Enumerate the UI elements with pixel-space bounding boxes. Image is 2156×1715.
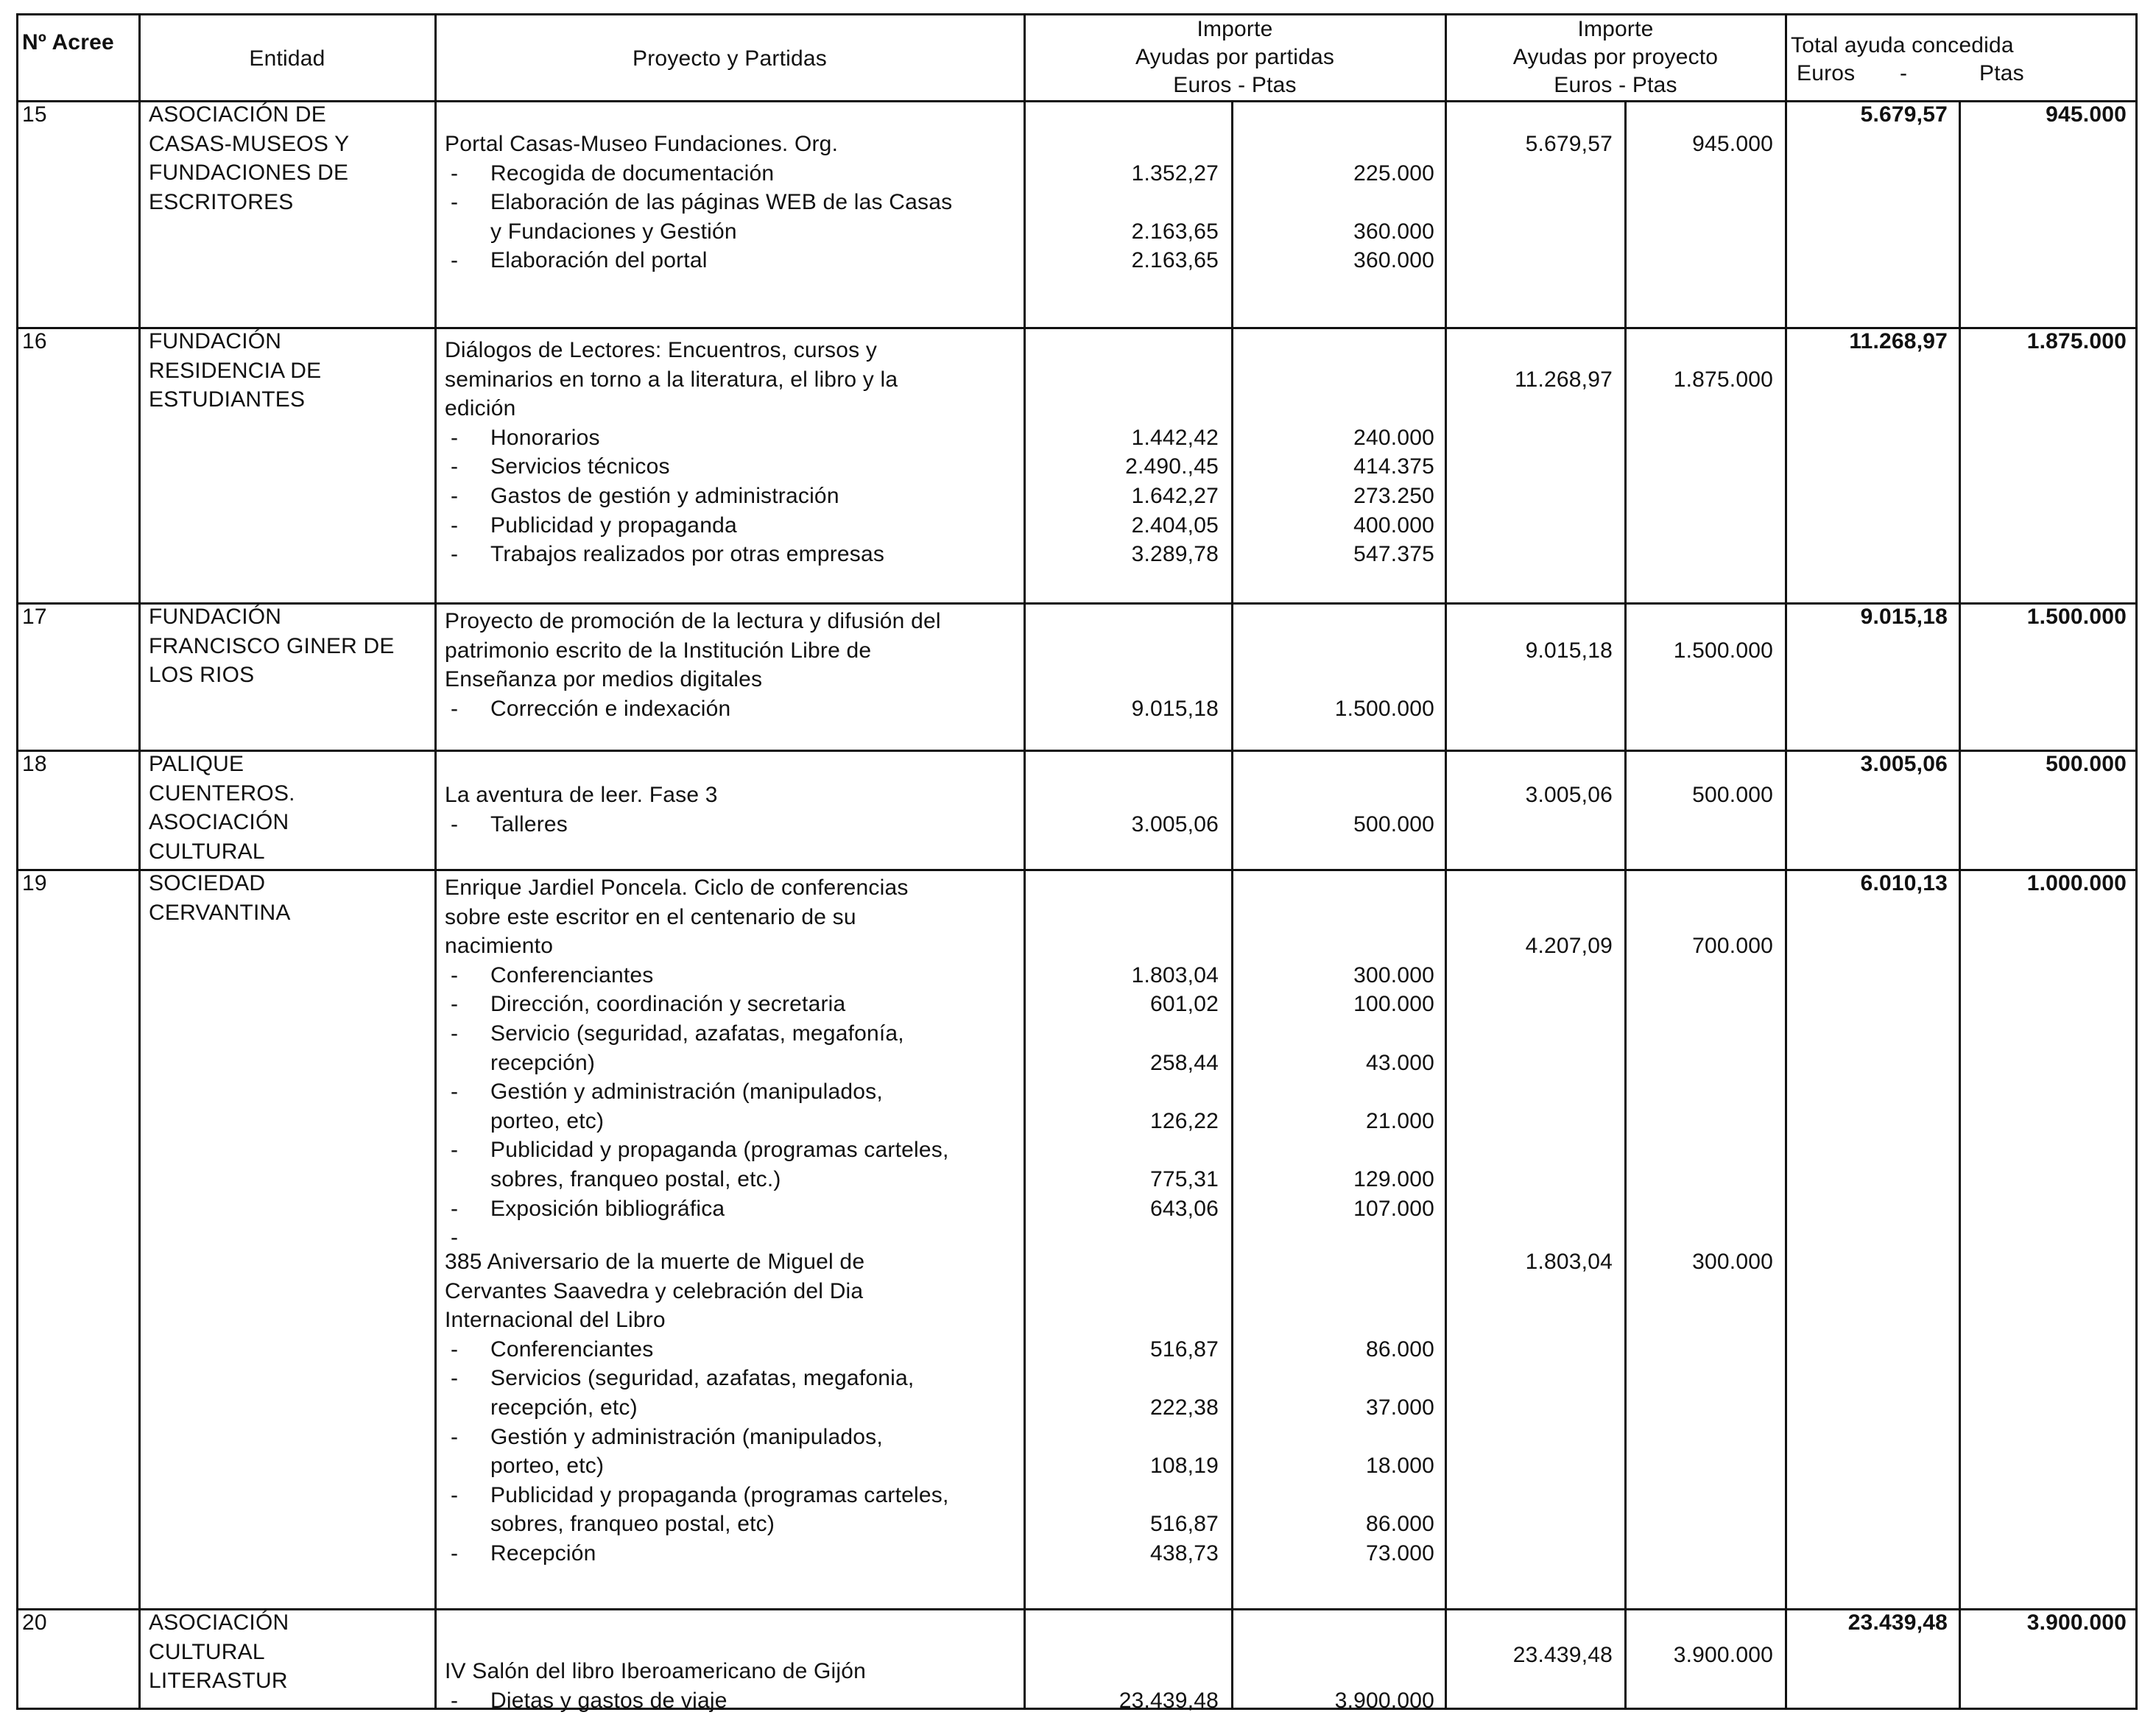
item-bullet: -: [451, 1688, 459, 1713]
entity-name-line: LITERASTUR: [149, 1669, 288, 1694]
item-description-line: porteo, etc): [490, 1108, 605, 1133]
item-amount-euros: 2.163,65: [1131, 219, 1219, 244]
item-amount-euros: 1.352,27: [1131, 161, 1219, 186]
total-euros: 3.005,06: [1860, 752, 1948, 776]
total-euros: 5.679,57: [1860, 102, 1948, 127]
item-bullet: -: [451, 190, 459, 215]
item-description-line: Gestión y administración (manipulados,: [490, 1424, 883, 1449]
item-description-line: Servicios técnicos: [490, 454, 670, 479]
item-bullet: -: [451, 811, 459, 837]
item-description-line: Publicidad y propaganda: [490, 513, 737, 538]
header-proyecto-line: Ayudas por proyecto: [1512, 45, 1719, 69]
item-bullet: -: [451, 962, 459, 987]
item-bullet: -: [451, 425, 459, 450]
row-number: 16: [22, 329, 47, 353]
project-title-line: 385 Aniversario de la muerte de Miguel de: [445, 1250, 865, 1274]
entity-name-line: CERVANTINA: [149, 900, 291, 925]
item-description-line: Gestión y administración (manipulados,: [490, 1080, 883, 1105]
project-amount-euros: 9.015,18: [1525, 638, 1613, 663]
item-description-line: recepción): [490, 1050, 596, 1075]
header-partidas-line: Euros - Ptas: [1173, 73, 1297, 97]
entity-name-line: FUNDACIÓN: [149, 605, 282, 629]
project-title-line: La aventura de leer. Fase 3: [445, 783, 718, 807]
entity-name-line: CASAS-MUSEOS Y: [149, 131, 350, 156]
project-amount-pesetas: 700.000: [1692, 934, 1773, 959]
total-pesetas: 1.875.000: [2026, 329, 2127, 353]
item-amount-euros: 2.163,65: [1131, 248, 1219, 273]
project-amount-euros: 1.803,04: [1525, 1250, 1613, 1274]
total-pesetas: 1.500.000: [2026, 605, 2127, 629]
item-amount-euros: 3.005,06: [1131, 811, 1219, 837]
item-bullet: -: [451, 1424, 459, 1449]
header-total-eur: Euros: [1797, 61, 1856, 85]
total-euros: 23.439,48: [1847, 1610, 1948, 1635]
item-amount-euros: 9.015,18: [1131, 696, 1219, 721]
item-amount-euros: 1.442,42: [1131, 425, 1219, 450]
header-entity: Entidad: [249, 46, 325, 71]
entity-name-line: ASOCIACIÓN: [149, 810, 289, 835]
item-amount-pesetas: 107.000: [1353, 1196, 1434, 1221]
total-pesetas: 500.000: [2046, 752, 2127, 776]
project-title-line: patrimonio escrito de la Institución Libre de: [445, 638, 872, 663]
item-amount-pesetas: 273.250: [1353, 484, 1434, 508]
item-description-line: Publicidad y propaganda (programas carteles,: [490, 1482, 949, 1507]
header-proyecto-line: Importe: [1577, 17, 1654, 41]
item-bullet: -: [451, 1541, 459, 1566]
header-total-pts: Ptas: [1979, 61, 2024, 85]
item-amount-euros: 775,31: [1150, 1167, 1219, 1191]
row-number: 19: [22, 871, 47, 895]
header-num: Nº Acree: [22, 30, 114, 54]
item-description-line: Servicios (seguridad, azafatas, megafonia,: [490, 1366, 915, 1391]
item-amount-euros: 2.404,05: [1131, 513, 1219, 538]
item-amount-pesetas: 73.000: [1366, 1541, 1434, 1566]
project-title-line: Proyecto de promoción de la lectura y difusión del: [445, 609, 941, 633]
item-amount-euros: 601,02: [1150, 992, 1219, 1017]
project-title-line: Cervantes Saavedra y celebración del Dia: [445, 1278, 864, 1303]
item-amount-pesetas: 86.000: [1366, 1337, 1434, 1362]
project-amount-pesetas: 300.000: [1692, 1250, 1773, 1274]
item-amount-euros: 3.289,78: [1131, 542, 1219, 567]
column-rule: [138, 13, 141, 1710]
item-description-line: Talleres: [490, 811, 568, 837]
project-title-line: sobre este escritor en el centenario de su: [445, 904, 856, 929]
total-euros: 6.010,13: [1860, 871, 1948, 895]
entity-name-line: CULTURAL: [149, 1639, 265, 1664]
item-description-line: sobres, franqueo postal, etc.): [490, 1167, 781, 1191]
item-description-line: Recepción: [490, 1541, 596, 1566]
header-partidas-line: Importe: [1197, 17, 1273, 41]
project-title-line: seminarios en torno a la literatura, el libro y la: [445, 367, 898, 392]
table-border: [16, 13, 18, 1710]
item-amount-pesetas: 100.000: [1353, 992, 1434, 1017]
item-amount-pesetas: 86.000: [1366, 1512, 1434, 1537]
header-total-dash: -: [1900, 61, 1908, 85]
project-title-line: IV Salón del libro Iberoamericano de Gijón: [445, 1659, 867, 1683]
header-proyecto-line: Euros - Ptas: [1554, 73, 1677, 97]
item-description-line: Dietas y gastos de viaje: [490, 1688, 728, 1713]
item-bullet: -: [451, 696, 459, 721]
project-title-line: nacimiento: [445, 934, 554, 959]
entity-name-line: FUNDACIONES DE: [149, 161, 349, 186]
item-amount-pesetas: 3.900.000: [1334, 1688, 1434, 1713]
item-amount-pesetas: 360.000: [1353, 219, 1434, 244]
project-amount-euros: 4.207,09: [1525, 934, 1613, 959]
item-amount-pesetas: 547.375: [1353, 542, 1434, 567]
item-bullet: -: [451, 161, 459, 186]
column-rule: [1445, 13, 1447, 1710]
entity-name-line: ESCRITORES: [149, 189, 294, 214]
item-amount-pesetas: 300.000: [1353, 962, 1434, 987]
entity-name-line: SOCIEDAD: [149, 871, 266, 895]
item-bullet: -: [451, 1196, 459, 1221]
row-number: 20: [22, 1610, 47, 1635]
item-description-line: Exposición bibliográfica: [490, 1196, 725, 1221]
item-description-line: y Fundaciones y Gestión: [490, 219, 737, 244]
total-pesetas: 3.900.000: [2026, 1610, 2127, 1635]
item-bullet: -: [451, 542, 459, 567]
item-amount-pesetas: 414.375: [1353, 454, 1434, 479]
entity-name-line: ASOCIACIÓN: [149, 1610, 289, 1635]
entity-name-line: ESTUDIANTES: [149, 387, 306, 412]
item-description-line: Publicidad y propaganda (programas carteles,: [490, 1138, 949, 1163]
project-amount-pesetas: 945.000: [1692, 132, 1773, 156]
item-description-line: Elaboración de las páginas WEB de las Casas: [490, 190, 953, 215]
project-title-line: Diálogos de Lectores: Encuentros, cursos y: [445, 338, 878, 362]
project-amount-euros: 23.439,48: [1512, 1643, 1613, 1668]
column-rule: [434, 13, 437, 1710]
project-title-line: Portal Casas-Museo Fundaciones. Org.: [445, 132, 839, 156]
item-amount-pesetas: 240.000: [1353, 425, 1434, 450]
entity-name-line: PALIQUE: [149, 752, 244, 776]
item-bullet: -: [451, 454, 459, 479]
entity-name-line: LOS RIOS: [149, 663, 255, 688]
entity-name-line: CUENTEROS.: [149, 781, 295, 806]
row-number: 18: [22, 752, 47, 776]
item-description-line: Gastos de gestión y administración: [490, 484, 839, 508]
row-number: 17: [22, 605, 47, 629]
item-amount-euros: 643,06: [1150, 1196, 1219, 1221]
item-amount-pesetas: 400.000: [1353, 513, 1434, 538]
item-bullet: -: [451, 248, 459, 273]
item-description-line: Recogida de documentación: [490, 161, 775, 186]
project-amount-euros: 3.005,06: [1525, 783, 1613, 807]
item-description-line: Trabajos realizados por otras empresas: [490, 542, 885, 567]
item-bullet: -: [451, 1138, 459, 1163]
item-description-line: Corrección e indexación: [490, 696, 731, 721]
item-amount-euros: 1.642,27: [1131, 484, 1219, 508]
project-title-line: Enrique Jardiel Poncela. Ciclo de conferencias: [445, 876, 909, 900]
item-description-line: Servicio (seguridad, azafatas, megafonía,: [490, 1021, 904, 1046]
item-amount-pesetas: 225.000: [1353, 161, 1434, 186]
item-amount-pesetas: 37.000: [1366, 1395, 1434, 1420]
item-description-line: sobres, franqueo postal, etc): [490, 1512, 775, 1537]
total-pesetas: 1.000.000: [2026, 871, 2127, 895]
project-amount-pesetas: 1.500.000: [1673, 638, 1773, 663]
item-bullet: -: [451, 1080, 459, 1105]
item-amount-pesetas: 1.500.000: [1334, 696, 1434, 721]
entity-name-line: CULTURAL: [149, 839, 265, 864]
column-rule: [1624, 100, 1627, 1710]
item-amount-euros: 2.490.,45: [1125, 454, 1219, 479]
header-total-title: Total ayuda concedida: [1791, 33, 2014, 57]
item-amount-pesetas: 500.000: [1353, 811, 1434, 837]
item-bullet: -: [451, 513, 459, 538]
item-amount-pesetas: 21.000: [1366, 1108, 1434, 1133]
item-amount-euros: 438,73: [1150, 1541, 1219, 1566]
item-bullet: -: [451, 1482, 459, 1507]
column-rule: [1785, 13, 1787, 1710]
table-border: [2135, 13, 2138, 1710]
item-bullet: -: [451, 1366, 459, 1391]
item-amount-euros: 126,22: [1150, 1108, 1219, 1133]
item-bullet: -: [451, 1225, 459, 1250]
item-amount-pesetas: 129.000: [1353, 1167, 1434, 1191]
item-description-line: Conferenciantes: [490, 1337, 654, 1362]
item-bullet: -: [451, 992, 459, 1017]
total-euros: 9.015,18: [1860, 605, 1948, 629]
project-title-line: edición: [445, 396, 516, 421]
item-amount-pesetas: 43.000: [1366, 1050, 1434, 1075]
item-bullet: -: [451, 1337, 459, 1362]
project-amount-pesetas: 3.900.000: [1673, 1643, 1773, 1668]
item-amount-euros: 258,44: [1150, 1050, 1219, 1075]
item-amount-pesetas: 360.000: [1353, 248, 1434, 273]
item-description-line: Honorarios: [490, 425, 600, 450]
total-euros: 11.268,97: [1849, 329, 1948, 353]
entity-name-line: RESIDENCIA DE: [149, 358, 322, 383]
item-amount-euros: 222,38: [1150, 1395, 1219, 1420]
item-description-line: Conferenciantes: [490, 962, 654, 987]
item-description-line: porteo, etc): [490, 1454, 605, 1479]
project-amount-pesetas: 1.875.000: [1673, 367, 1773, 392]
row-number: 15: [22, 102, 47, 127]
entity-name-line: FRANCISCO GINER DE: [149, 633, 395, 658]
project-amount-pesetas: 500.000: [1692, 783, 1773, 807]
item-amount-euros: 1.803,04: [1131, 962, 1219, 987]
item-description-line: recepción, etc): [490, 1395, 638, 1420]
entity-name-line: ASOCIACIÓN DE: [149, 102, 326, 127]
item-amount-pesetas: 18.000: [1366, 1454, 1434, 1479]
item-description-line: Elaboración del portal: [490, 248, 708, 273]
project-amount-euros: 11.268,97: [1514, 367, 1613, 392]
item-amount-euros: 108,19: [1150, 1454, 1219, 1479]
item-description-line: Dirección, coordinación y secretaria: [490, 992, 846, 1017]
entity-name-line: FUNDACIÓN: [149, 329, 282, 353]
project-amount-euros: 5.679,57: [1525, 132, 1613, 156]
project-title-line: Enseñanza por medios digitales: [445, 667, 763, 692]
item-bullet: -: [451, 1021, 459, 1046]
item-amount-euros: 516,87: [1150, 1337, 1219, 1362]
project-title-line: Internacional del Libro: [445, 1308, 666, 1333]
item-amount-euros: 23.439,48: [1118, 1688, 1219, 1713]
item-bullet: -: [451, 484, 459, 508]
total-pesetas: 945.000: [2046, 102, 2127, 127]
header-partidas-line: Ayudas por partidas: [1135, 45, 1335, 69]
item-amount-euros: 516,87: [1150, 1512, 1219, 1537]
header-project: Proyecto y Partidas: [633, 46, 827, 71]
